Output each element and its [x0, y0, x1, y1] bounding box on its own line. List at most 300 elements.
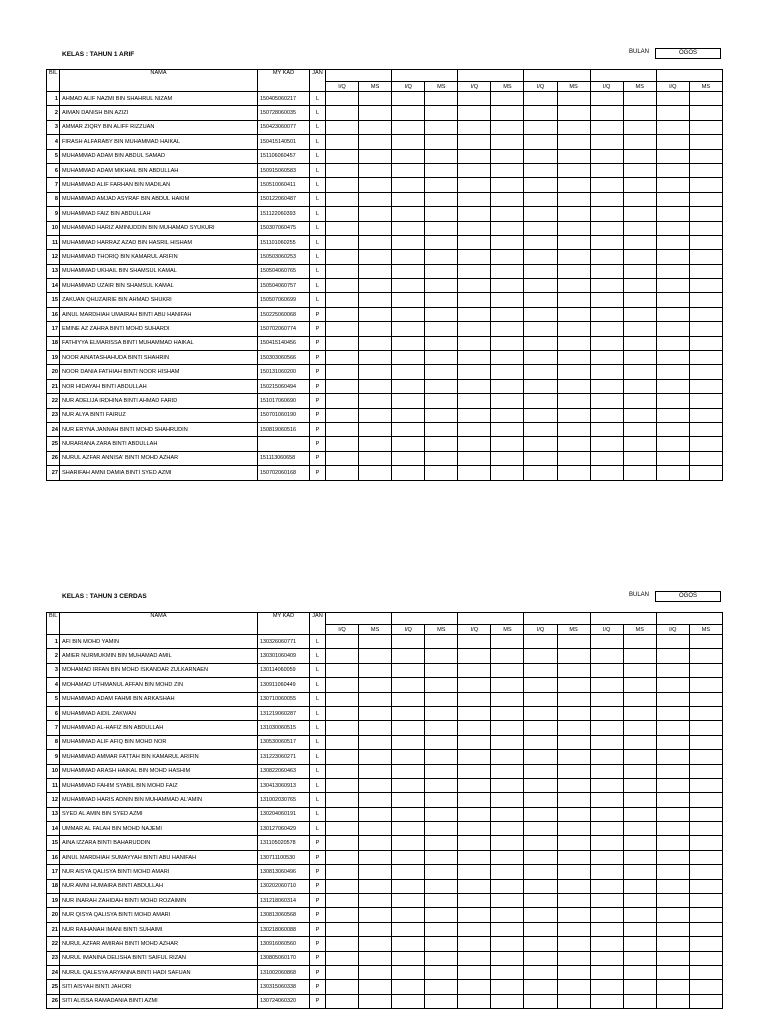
score-cell	[524, 879, 557, 893]
student-bil: 23	[47, 408, 60, 422]
student-bil: 2	[47, 649, 60, 663]
score-cell	[458, 793, 491, 807]
score-cell	[458, 721, 491, 735]
score-cell	[491, 663, 524, 677]
score-cell	[689, 764, 722, 778]
student-name: AFI BIN MOHD YAMIN	[60, 635, 258, 649]
score-cell	[491, 635, 524, 649]
score-cell	[392, 635, 425, 649]
student-name: UMMAR AL FALAH BIN MOHD NAJEMI	[60, 822, 258, 836]
student-name: AMMAR ZIQRY BIN ALIFF RIZZUAN	[60, 120, 258, 134]
score-cell	[689, 735, 722, 749]
student-name: MUHAMMAD THORIQ BIN KAMARUL ARIFIN	[60, 250, 258, 264]
score-cell	[491, 721, 524, 735]
score-cell	[557, 750, 590, 764]
score-cell	[623, 937, 656, 951]
score-cell	[359, 865, 392, 879]
header-ms: MS	[491, 625, 524, 635]
student-bil: 17	[47, 865, 60, 879]
header-ms: MS	[359, 82, 392, 92]
score-cell	[689, 750, 722, 764]
score-cell	[425, 793, 458, 807]
student-mykad: 131002060868	[258, 965, 310, 979]
score-cell	[458, 635, 491, 649]
score-cell	[491, 807, 524, 821]
bulan-value: OGOS	[655, 48, 721, 59]
score-cell	[689, 635, 722, 649]
score-cell	[524, 678, 557, 692]
score-cell	[623, 635, 656, 649]
student-mykad: 150415140456	[258, 336, 310, 350]
score-cell	[392, 678, 425, 692]
table-row	[47, 635, 723, 649]
student-jantina: P	[310, 365, 326, 379]
student-name: MUHAMMAD AIDIL ZAKWAN	[60, 706, 258, 720]
score-cell	[689, 778, 722, 792]
score-cell	[524, 908, 557, 922]
score-cell	[656, 764, 689, 778]
score-cell	[458, 922, 491, 936]
score-cell	[623, 793, 656, 807]
student-bil: 25	[47, 437, 60, 451]
score-cell	[656, 879, 689, 893]
student-mykad: 150131060200	[258, 365, 310, 379]
header-nama: NAMA	[60, 613, 258, 635]
table-row	[47, 980, 723, 994]
score-cell	[491, 764, 524, 778]
student-name: NURUL QALESYA ARYANNA BINTI HADI SAFUAN	[60, 965, 258, 979]
score-cell	[491, 980, 524, 994]
student-bil: 12	[47, 793, 60, 807]
score-cell	[623, 850, 656, 864]
score-cell	[623, 951, 656, 965]
student-mykad: 131218060314	[258, 894, 310, 908]
table-row	[47, 793, 723, 807]
score-cell	[425, 649, 458, 663]
student-name: NURUL AZFAR AMIRAH BINTI MOHD AZHAR	[60, 937, 258, 951]
student-name: MUHAMMAD FAIZ BIN ABDULLAH	[60, 207, 258, 221]
score-cell	[590, 822, 623, 836]
student-name: MUHAMMAD ADAM BIN ABDUL SAMAD	[60, 149, 258, 163]
student-name: MUHAMMAD ALIF AFIQ BIN MOHD NOR	[60, 735, 258, 749]
score-cell	[590, 635, 623, 649]
student-jantina: L	[310, 135, 326, 149]
student-name: NUR ERYNA JANNAH BINTI MOHD SHAHRUDIN	[60, 422, 258, 436]
student-jantina: L	[310, 678, 326, 692]
score-cell	[425, 980, 458, 994]
student-bil: 6	[47, 706, 60, 720]
score-cell	[557, 706, 590, 720]
score-cell	[458, 836, 491, 850]
score-cell	[392, 937, 425, 951]
score-cell	[656, 994, 689, 1008]
student-mykad: 130710060055	[258, 692, 310, 706]
score-cell	[458, 879, 491, 893]
score-cell	[326, 836, 359, 850]
student-jantina: P	[310, 322, 326, 336]
student-jantina: L	[310, 706, 326, 720]
score-cell	[656, 894, 689, 908]
score-cell	[392, 692, 425, 706]
score-cell	[557, 678, 590, 692]
score-cell	[392, 836, 425, 850]
header-ms: MS	[425, 82, 458, 92]
score-cell	[524, 994, 557, 1008]
score-cell	[458, 649, 491, 663]
table-row	[47, 994, 723, 1008]
student-mykad: 130218060088	[258, 922, 310, 936]
score-cell	[458, 937, 491, 951]
student-bil: 23	[47, 951, 60, 965]
student-mykad: 130301060409	[258, 649, 310, 663]
student-jantina: P	[310, 466, 326, 480]
student-mykad: 151106060457	[258, 149, 310, 163]
header-jan: JAN	[310, 70, 326, 92]
student-bil: 18	[47, 336, 60, 350]
score-cell	[425, 850, 458, 864]
score-cell	[590, 894, 623, 908]
student-mykad: 131223060271	[258, 750, 310, 764]
student-bil: 3	[47, 120, 60, 134]
score-cell	[359, 951, 392, 965]
score-cell	[590, 980, 623, 994]
score-cell	[392, 922, 425, 936]
table-row	[47, 951, 723, 965]
table-row	[47, 678, 723, 692]
student-mykad: 130413060913	[258, 778, 310, 792]
header-month-cell	[458, 613, 524, 625]
student-name: SHARIFAH AMNI DAMIA BINTI SYED AZMI	[60, 466, 258, 480]
score-cell	[524, 635, 557, 649]
score-cell	[623, 692, 656, 706]
student-name: MUHAMMAD HARIZ AMINUDDIN BIN MUHAMAD SYUKURI	[60, 221, 258, 235]
table-row	[47, 965, 723, 979]
student-bil: 9	[47, 750, 60, 764]
student-name: NUR INARAH ZAHIDAH BINTI MOHD ROZAIMIN	[60, 894, 258, 908]
score-cell	[458, 807, 491, 821]
student-bil: 15	[47, 836, 60, 850]
student-name: AHMAD ALIF NAZMI BIN SHAHRUL NIZAM	[60, 92, 258, 106]
score-cell	[590, 807, 623, 821]
score-cell	[689, 879, 722, 893]
score-cell	[590, 879, 623, 893]
student-bil: 10	[47, 221, 60, 235]
score-cell	[623, 778, 656, 792]
score-cell	[524, 735, 557, 749]
score-cell	[491, 879, 524, 893]
score-cell	[524, 692, 557, 706]
score-cell	[524, 793, 557, 807]
score-cell	[326, 793, 359, 807]
score-cell	[326, 635, 359, 649]
header-bil: BIL	[47, 70, 60, 92]
student-mykad: 150702060168	[258, 466, 310, 480]
student-jantina: P	[310, 937, 326, 951]
student-jantina: L	[310, 721, 326, 735]
score-cell	[590, 721, 623, 735]
score-cell	[656, 706, 689, 720]
score-cell	[326, 822, 359, 836]
score-cell	[326, 678, 359, 692]
student-mykad: 150307060475	[258, 221, 310, 235]
score-cell	[557, 951, 590, 965]
student-name: MUHAMMAD HARIS ADNIN BIN MUHAMMAD AL'AMIN	[60, 793, 258, 807]
score-cell	[458, 663, 491, 677]
student-name: NURARIANA ZARA BINTI ABDULLAH	[60, 437, 258, 451]
score-cell	[425, 706, 458, 720]
student-mykad: 150701060190	[258, 408, 310, 422]
student-mykad: 150819060516	[258, 422, 310, 436]
header-nama: NAMA	[60, 70, 258, 92]
student-jantina: P	[310, 394, 326, 408]
score-cell	[458, 750, 491, 764]
score-cell	[656, 778, 689, 792]
header-month-cell	[392, 613, 458, 625]
score-cell	[689, 908, 722, 922]
header-iq: I/Q	[656, 625, 689, 635]
student-jantina: L	[310, 735, 326, 749]
score-cell	[326, 807, 359, 821]
student-name: NUR AMNI HUMAIRA BINTI ABDULLAH	[60, 879, 258, 893]
student-name: AINUL MARDHIAH UMAIRAH BINTI ABU HANIFAH	[60, 307, 258, 321]
score-cell	[590, 793, 623, 807]
score-cell	[557, 894, 590, 908]
score-cell	[392, 649, 425, 663]
student-jantina: P	[310, 408, 326, 422]
student-mykad: 150728060035	[258, 106, 310, 120]
score-cell	[656, 951, 689, 965]
student-jantina: L	[310, 793, 326, 807]
student-name: FIRASH ALFARABY BIN MUHAMMAD HAIKAL	[60, 135, 258, 149]
student-mykad: 150215060494	[258, 379, 310, 393]
student-mykad: 150510060411	[258, 178, 310, 192]
score-cell	[689, 663, 722, 677]
score-cell	[689, 994, 722, 1008]
score-cell	[392, 951, 425, 965]
score-cell	[425, 750, 458, 764]
student-jantina: P	[310, 965, 326, 979]
score-cell	[392, 793, 425, 807]
student-bil: 3	[47, 663, 60, 677]
student-bil: 5	[47, 692, 60, 706]
student-jantina: P	[310, 451, 326, 465]
student-name: SYED AL AMIN BIN SYED AZMI	[60, 807, 258, 821]
score-cell	[524, 721, 557, 735]
score-cell	[590, 951, 623, 965]
table-row	[47, 735, 723, 749]
score-cell	[557, 721, 590, 735]
score-cell	[590, 922, 623, 936]
score-cell	[392, 822, 425, 836]
score-cell	[359, 836, 392, 850]
student-mykad: 150504060765	[258, 264, 310, 278]
score-cell	[623, 980, 656, 994]
score-cell	[590, 649, 623, 663]
student-name: NOR HIDAYAH BINTI ABDULLAH	[60, 379, 258, 393]
score-cell	[590, 764, 623, 778]
score-cell	[623, 908, 656, 922]
student-jantina: L	[310, 163, 326, 177]
score-cell	[392, 807, 425, 821]
student-bil: 25	[47, 980, 60, 994]
score-cell	[590, 692, 623, 706]
header-month-cell	[326, 613, 392, 625]
student-bil: 6	[47, 163, 60, 177]
score-cell	[458, 965, 491, 979]
student-mykad: 150122060487	[258, 192, 310, 206]
student-jantina: P	[310, 908, 326, 922]
student-bil: 7	[47, 721, 60, 735]
score-cell	[689, 649, 722, 663]
score-cell	[359, 678, 392, 692]
student-name: SITI AISYAH BINTI JAHORI	[60, 980, 258, 994]
header-month-cell	[656, 613, 722, 625]
header-iq: I/Q	[458, 82, 491, 92]
header-ms: MS	[689, 625, 722, 635]
score-cell	[656, 908, 689, 922]
score-cell	[557, 822, 590, 836]
table-row	[47, 706, 723, 720]
student-jantina: L	[310, 250, 326, 264]
score-cell	[623, 750, 656, 764]
score-cell	[524, 649, 557, 663]
score-cell	[689, 836, 722, 850]
score-cell	[359, 822, 392, 836]
student-name: NUR RAIHANAH IMANI BINTI SUHAIMI	[60, 922, 258, 936]
score-cell	[425, 894, 458, 908]
student-bil: 1	[47, 635, 60, 649]
score-cell	[326, 850, 359, 864]
student-mykad: 130326060771	[258, 635, 310, 649]
student-mykad: 150702060774	[258, 322, 310, 336]
student-name: AINUL MARDHIAH SUMAYYAH BINTI ABU HANIFAH	[60, 850, 258, 864]
student-bil: 24	[47, 965, 60, 979]
score-cell	[458, 692, 491, 706]
score-cell	[359, 922, 392, 936]
score-cell	[392, 663, 425, 677]
student-mykad: 131105020578	[258, 836, 310, 850]
score-cell	[392, 735, 425, 749]
student-mykad: 150415140501	[258, 135, 310, 149]
student-jantina: L	[310, 264, 326, 278]
score-cell	[326, 663, 359, 677]
score-cell	[656, 735, 689, 749]
score-cell	[656, 980, 689, 994]
student-mykad: 130813060496	[258, 865, 310, 879]
student-name: MUHAMMAD AMJAD ASYRAF BIN ABDUL HAKIM	[60, 192, 258, 206]
score-cell	[326, 994, 359, 1008]
header-iq: I/Q	[392, 82, 425, 92]
score-cell	[425, 764, 458, 778]
score-cell	[623, 649, 656, 663]
student-jantina: L	[310, 822, 326, 836]
score-cell	[359, 663, 392, 677]
student-bil: 16	[47, 850, 60, 864]
student-jantina: P	[310, 879, 326, 893]
score-cell	[557, 879, 590, 893]
score-cell	[524, 922, 557, 936]
score-cell	[590, 663, 623, 677]
score-cell	[458, 994, 491, 1008]
score-cell	[326, 865, 359, 879]
student-jantina: P	[310, 951, 326, 965]
score-cell	[359, 793, 392, 807]
score-cell	[359, 965, 392, 979]
student-jantina: P	[310, 437, 326, 451]
score-cell	[623, 894, 656, 908]
score-cell	[590, 994, 623, 1008]
table-row	[47, 879, 723, 893]
header-ms: MS	[623, 82, 656, 92]
score-cell	[689, 678, 722, 692]
header-mykad: MY KAD	[258, 613, 310, 635]
score-cell	[524, 836, 557, 850]
score-cell	[557, 865, 590, 879]
student-mykad: 130114060059	[258, 663, 310, 677]
student-jantina: L	[310, 663, 326, 677]
score-cell	[392, 865, 425, 879]
student-mykad: 150405060217	[258, 92, 310, 106]
score-cell	[359, 994, 392, 1008]
student-jantina: L	[310, 764, 326, 778]
score-cell	[491, 706, 524, 720]
score-cell	[425, 807, 458, 821]
student-jantina: L	[310, 92, 326, 106]
score-cell	[326, 764, 359, 778]
student-mykad: 130711100530	[258, 850, 310, 864]
score-cell	[491, 894, 524, 908]
score-cell	[623, 965, 656, 979]
student-mykad: 130315060338	[258, 980, 310, 994]
header-iq: I/Q	[590, 625, 623, 635]
score-cell	[656, 750, 689, 764]
student-name: AIMAN DANISH BIN AZIZI	[60, 106, 258, 120]
score-cell	[425, 692, 458, 706]
table-row	[47, 692, 723, 706]
score-cell	[656, 635, 689, 649]
student-mykad: 150423060077	[258, 120, 310, 134]
score-cell	[557, 937, 590, 951]
student-bil: 13	[47, 807, 60, 821]
score-cell	[425, 721, 458, 735]
header-jan: JAN	[310, 613, 326, 635]
score-cell	[590, 850, 623, 864]
table-row	[47, 850, 723, 864]
score-cell	[623, 879, 656, 893]
student-name: NUR AISYA QALISYA BINTI MOHD AMARI	[60, 865, 258, 879]
score-cell	[656, 965, 689, 979]
score-cell	[491, 778, 524, 792]
score-cell	[524, 951, 557, 965]
student-bil: 27	[47, 466, 60, 480]
score-cell	[689, 706, 722, 720]
student-name: NOOR AINATASHAHUDA BINTI SHAHRIN	[60, 351, 258, 365]
score-cell	[491, 649, 524, 663]
student-mykad: 131002030765	[258, 793, 310, 807]
score-cell	[425, 879, 458, 893]
attendance-table	[46, 612, 723, 1009]
score-cell	[392, 894, 425, 908]
score-cell	[623, 735, 656, 749]
score-cell	[425, 908, 458, 922]
score-cell	[557, 778, 590, 792]
table-row	[47, 649, 723, 663]
header-iq: I/Q	[326, 82, 359, 92]
student-mykad: 151122060393	[258, 207, 310, 221]
score-cell	[524, 965, 557, 979]
score-cell	[491, 865, 524, 879]
score-cell	[326, 706, 359, 720]
